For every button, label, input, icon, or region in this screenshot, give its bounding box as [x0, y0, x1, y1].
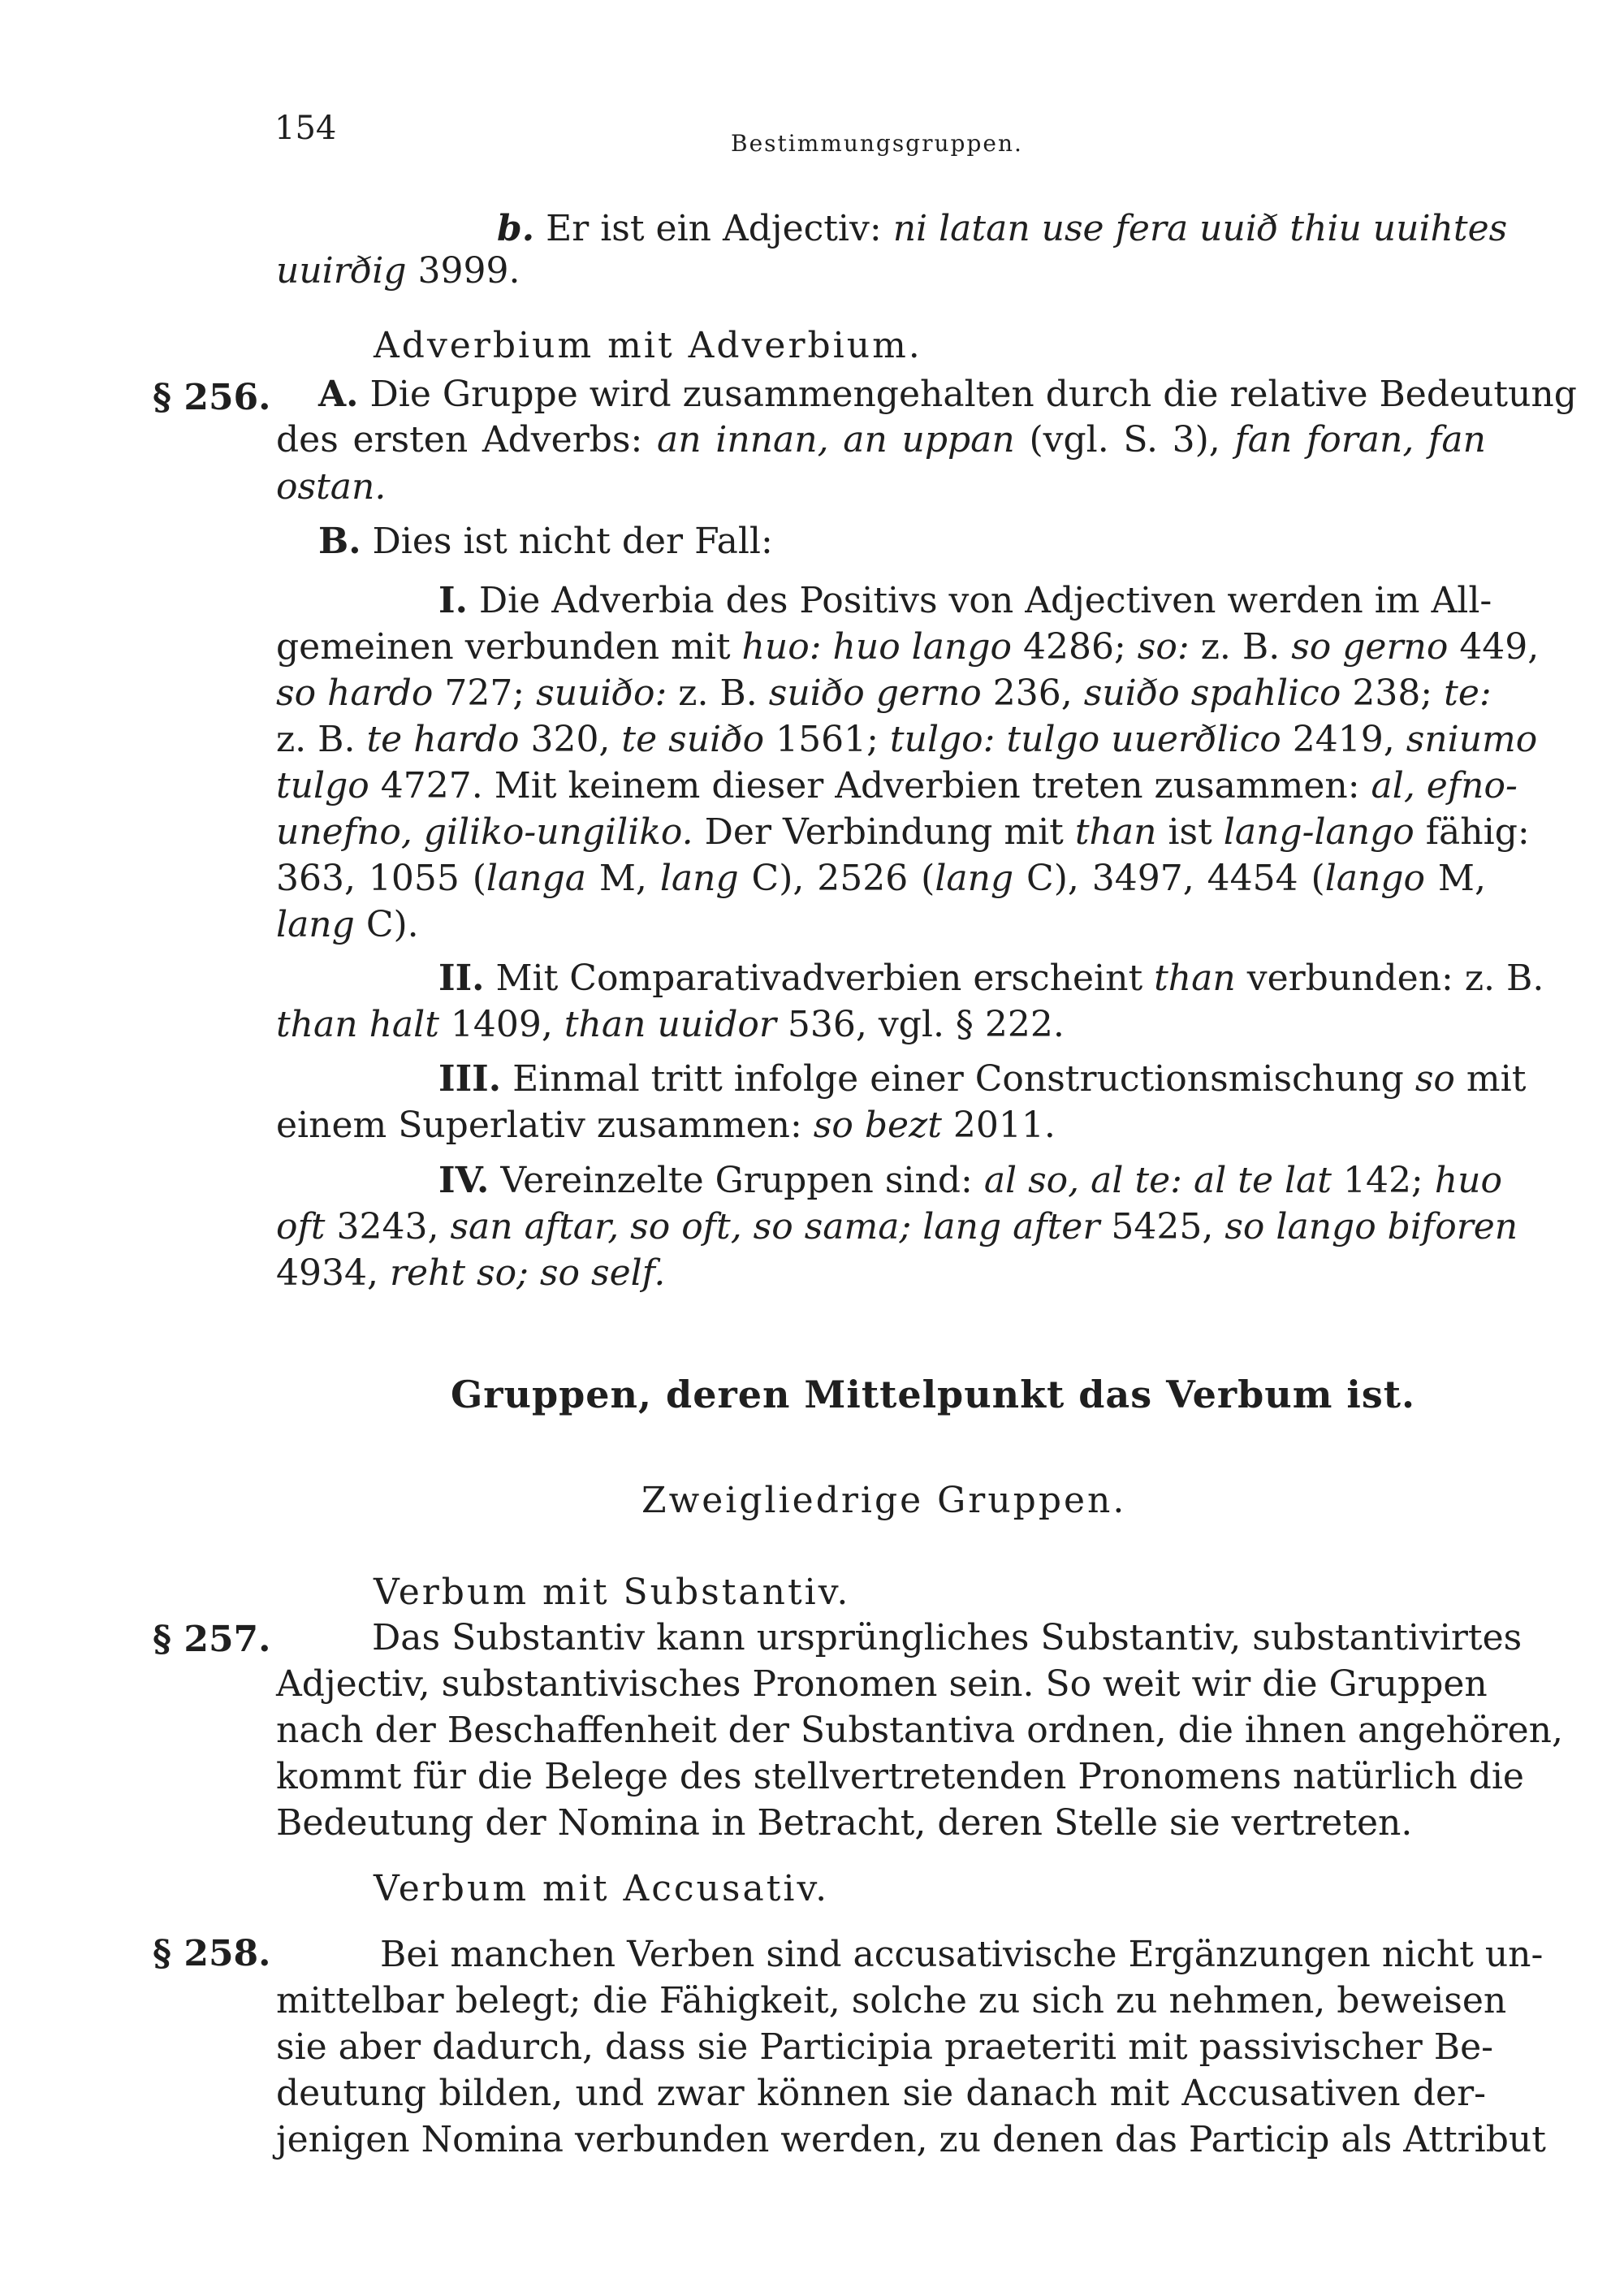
example: unefno, giliko-ungiliko. [276, 811, 693, 853]
s256-IV-line-2 [276, 1206, 1518, 1247]
example: al so, al te: al te lat [983, 1160, 1332, 1201]
label-II: II. [438, 958, 485, 999]
s256-I-line-6 [276, 811, 1530, 853]
label-III: III. [438, 1058, 502, 1100]
example: te: [1444, 672, 1492, 714]
example: te hardo [366, 719, 520, 760]
text: 4286; [1022, 626, 1126, 668]
s256-A-line-3 [276, 466, 387, 508]
label-IV: IV. [438, 1160, 490, 1201]
text: z. B. [1200, 626, 1281, 668]
text: C), 2526 ( [751, 858, 935, 899]
example: al, efno- [1371, 765, 1518, 806]
text: (vgl. S. 3), [1029, 419, 1220, 460]
s257-line-4: kommt für die Belege des stellvertretenden Pronomens natürlich die [276, 1756, 1524, 1797]
text: Vereinzelte Gruppen sind: [500, 1160, 973, 1201]
s258-line-5: jenigen Nomina verbunden werden, zu denen das Particip als Attribut [276, 2119, 1546, 2160]
text: einem Superlativ zusammen: [276, 1105, 802, 1146]
heading-adverbium: Adverbium mit Adverbium. [374, 325, 922, 366]
example: lang [935, 858, 1014, 899]
example: so hardo [276, 672, 434, 714]
example: fan foran, [1234, 419, 1415, 460]
text: 536, vgl. § 222. [787, 1004, 1065, 1045]
s258-line-2: mittelbar belegt; die Fähigkeit, solche zu sich zu nehmen, beweisen [276, 1980, 1507, 2021]
text: 2419, [1292, 719, 1395, 760]
text: 727; [444, 672, 525, 714]
text: fähig: [1425, 811, 1530, 853]
s256-A-line-1 [318, 374, 1577, 415]
text: Die Gruppe wird zusammengehalten durch die relative Bedeutung [369, 374, 1577, 415]
text: Die Adverbia des Positivs von Adjectiven werden im All- [478, 580, 1492, 621]
text: 2011. [952, 1105, 1056, 1146]
text: 449, [1459, 626, 1540, 668]
example: san aftar, so oft, so sama; lang after [450, 1206, 1100, 1247]
text: gemeinen verbunden mit [276, 626, 731, 668]
example: huo lango [832, 626, 1012, 668]
text: ist [1168, 811, 1212, 853]
text: 142; [1342, 1160, 1423, 1201]
example: reht so; so self. [389, 1252, 666, 1294]
s257-line-1: Das Substantiv kann ursprüngliches Substantiv, substantivirtes [372, 1617, 1522, 1658]
s256-II-line-2 [276, 1004, 1065, 1045]
text: verbunden: z. B. [1246, 958, 1544, 999]
example: than uuidor [564, 1004, 776, 1045]
example: suiðo gerno [768, 672, 982, 714]
heading-verbum-substantiv: Verbum mit Substantiv. [374, 1572, 851, 1613]
example: tulgo [276, 765, 369, 806]
s256-I-line-7 [276, 858, 1486, 899]
text: Er ist ein Adjectiv: [546, 208, 882, 249]
s256-I-line-4 [276, 719, 1538, 760]
label-A: A. [318, 374, 359, 415]
example: so bezt [813, 1105, 942, 1146]
s258-line-4: deutung bilden, und zwar können sie danach mit Accusativen der- [276, 2073, 1486, 2114]
example: tulgo uuerðlico [1006, 719, 1281, 760]
page-number: 154 [274, 110, 337, 147]
example: than [1154, 958, 1236, 999]
s256-I-line-2 [276, 626, 1540, 668]
example: langa [486, 858, 586, 899]
example: so: [1137, 626, 1190, 668]
s258-line-1: Bei manchen Verben sind accusativische Ergänzungen nicht un- [380, 1934, 1544, 1975]
text: Dies ist nicht der Fall: [372, 521, 773, 562]
heading-verbum-accusativ: Verbum mit Accusativ. [374, 1868, 830, 1909]
s256-I-line-8 [276, 904, 419, 945]
section-257-number: § 257. [153, 1619, 271, 1660]
text: 4727. Mit keinem dieser Adverbien treten zusammen: [380, 765, 1360, 806]
example: sniumo [1406, 719, 1538, 760]
example: than [1074, 811, 1157, 853]
section-256-number: § 256. [153, 377, 271, 418]
label-I: I. [438, 580, 468, 621]
text: z. B. [678, 672, 758, 714]
section-258-number: § 258. [153, 1933, 271, 1974]
example: so [1415, 1058, 1455, 1100]
text: C). [365, 904, 419, 945]
s258-line-3: sie aber dadurch, dass sie Participia praeteriti mit passivischer Be- [276, 2026, 1493, 2068]
block-b-line-1 [497, 208, 1508, 249]
running-title: Bestimmungsgruppen. [731, 130, 1023, 157]
s256-II-line-1 [438, 958, 1544, 999]
example: suuiðo: [536, 672, 667, 714]
text: 5425, [1111, 1206, 1214, 1247]
text: 320, [530, 719, 611, 760]
s256-III-line-2 [276, 1105, 1056, 1146]
example: te suiðo [621, 719, 765, 760]
s256-I-line-3 [276, 672, 1492, 714]
text: 236, [992, 672, 1073, 714]
text: 363, 1055 ( [276, 858, 486, 899]
text: Einmal tritt infolge einer Constructionsmischung [512, 1058, 1404, 1100]
example: an uppan [843, 419, 1015, 460]
example: ostan. [276, 466, 387, 508]
label-b: b. [497, 208, 535, 249]
text: M, [598, 858, 647, 899]
text: des ersten Adverbs: [276, 419, 643, 460]
example: tulgo: [889, 719, 996, 760]
example: lang-lango [1223, 811, 1415, 853]
block-b-line-2 [276, 250, 520, 292]
s256-I-line-1 [438, 580, 1492, 621]
label-B: B. [318, 521, 361, 562]
example: so lango biforen [1224, 1206, 1518, 1247]
example: lang [276, 904, 355, 945]
text: z. B. [276, 719, 356, 760]
example: than halt [276, 1004, 439, 1045]
text: 3243, [336, 1206, 439, 1247]
example: fan [1428, 419, 1486, 460]
example: suiðo spahlico [1083, 672, 1341, 714]
text: Mit Comparativadverbien erscheint [495, 958, 1143, 999]
example: oft [276, 1206, 326, 1247]
text: C), 3497, 4454 ( [1026, 858, 1325, 899]
text: 1561; [775, 719, 879, 760]
example: lang [659, 858, 739, 899]
heading-zweigliedrige: Zweigliedrige Gruppen. [641, 1480, 1127, 1521]
text: Der Verbindung mit [704, 811, 1064, 853]
s256-IV-line-3 [276, 1252, 666, 1294]
text: 238; [1352, 672, 1433, 714]
heading-verbum-groups: Gruppen, deren Mittelpunkt das Verbum ist. [451, 1373, 1416, 1416]
s256-A-line-2 [276, 419, 1486, 460]
example: huo [1434, 1160, 1502, 1201]
s256-IV-line-1 [438, 1160, 1502, 1201]
s256-III-line-1 [438, 1058, 1527, 1100]
text: mit [1466, 1058, 1527, 1100]
s256-I-line-5 [276, 765, 1518, 806]
example: an innan, [657, 419, 829, 460]
s257-line-2: Adjectiv, substantivisches Pronomen sein. So weit wir die Gruppen [276, 1663, 1488, 1705]
text: 3999. [417, 250, 520, 292]
quote: uuirðig [276, 250, 407, 292]
example: huo: [741, 626, 822, 668]
text: 4934, [276, 1252, 378, 1294]
text: M, [1437, 858, 1486, 899]
quote: ni latan use fera uuið thiu uuihtes [892, 208, 1508, 249]
s257-line-5: Bedeutung der Nomina in Betracht, deren Stelle sie vertreten. [276, 1802, 1413, 1844]
example: lango [1324, 858, 1425, 899]
s257-line-3: nach der Beschaffenheit der Substantiva ordnen, die ihnen angehören, [276, 1710, 1563, 1751]
example: so gerno [1291, 626, 1449, 668]
s256-B-line [318, 521, 773, 562]
text: 1409, [450, 1004, 553, 1045]
